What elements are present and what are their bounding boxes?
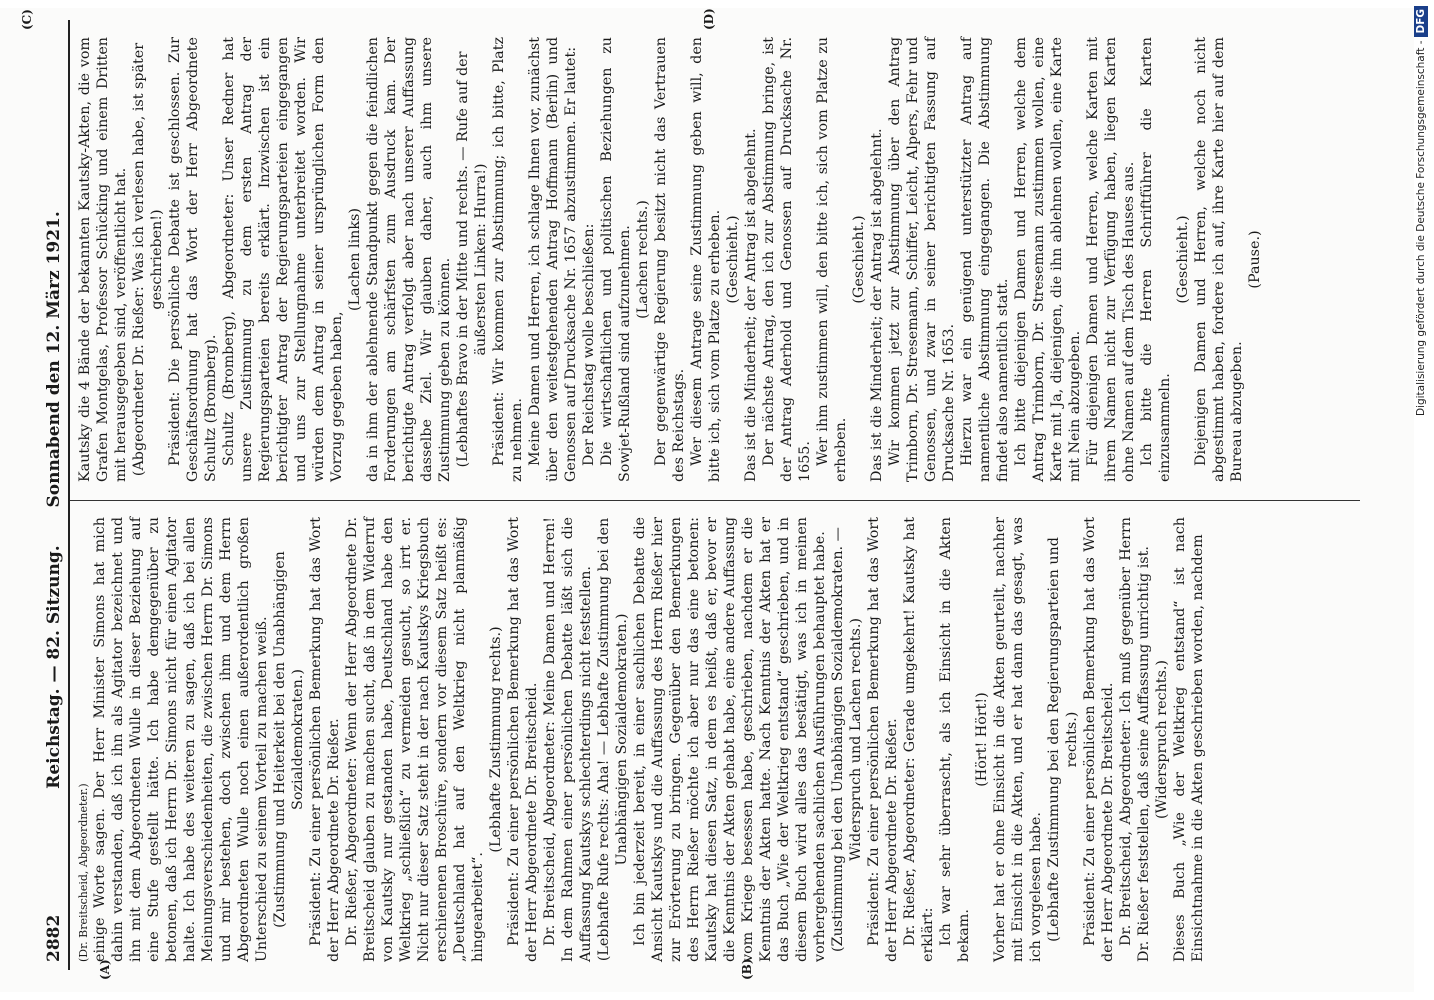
interjection: (Lachen links) — [347, 208, 363, 311]
paragraph: Das ist die Minderheit; der Antrag ist abgelehnt. — [743, 128, 759, 482]
interjection: (Lebhafte Zustimmung rechts.) — [488, 626, 504, 853]
president-remark: Präsident: Zu einer persönlichen Bemerkung hat das Wort der Herr Abgeordnete Dr. Rießer. — [866, 517, 900, 962]
page-header — [44, 8, 66, 992]
paragraph: Diejenigen Damen und Herren, welche noch nicht abgestimmt haben, fordere ich auf, ihre Karte hier auf dem Bureau abzugeben. — [1193, 37, 1245, 482]
margin-mark-a: (A) — [98, 959, 112, 980]
president-remark: Präsident: Die persönliche Debatte ist geschlossen. Zur Geschäftsordnung hat das Wort der Herr Abgeordnete Schultz (Bromberg). — [167, 37, 219, 482]
president-remark: Präsident: Zu einer persönlichen Bemerkung hat das Wort der Herr Abgeordnete Dr. Breitscheid. — [506, 517, 540, 962]
paragraph: Dieses Buch „Wie der Weltkrieg entstand“ ist nach Einsichtnahme in die Akten geschrieben worden, nachdem — [1172, 517, 1206, 962]
paragraph: Wir kommen jetzt zur Abstimmung über den Antrag Trimborn, Dr. Stresemann, Schiffer, Leicht, Alpers, Fehr und Genossen, und zwar in seiner berichtigten Fassung auf Drucksache Nr. 1653. — [887, 37, 957, 482]
president-remark: Präsident: Zu einer persönlichen Bemerkung hat das Wort der Herr Abgeordnete Dr. Breitscheid. — [1082, 517, 1116, 962]
interjection: (Geschieht.) — [851, 215, 867, 304]
motion-text: Der Reichstag wolle beschließen: — [581, 223, 597, 466]
speech-schultz: Schultz (Bromberg), Abgeordneter: Unser Redner hat unsere Zustimmung zu dem ersten Antrag der Regierungsparteien bereits erklärt. Inzwischen ist ein berichtigter Antrag der Regierungsparteien eingegangen und uns zur Stellungnahme unterbreitet worden. Wir würden dem Antrag in seiner ursprünglichen Form den Vorzug gegeben haben, — [221, 37, 345, 482]
running-speaker: (Dr. Breitscheid, Abgeordneter.) — [77, 783, 90, 962]
interjection: (Lachen rechts.) — [635, 200, 651, 319]
paragraph: Ich bitte die Herren Schriftführer die Karten einzusammeln. — [1139, 37, 1173, 482]
margin-mark-d: (D) — [702, 8, 716, 30]
margin-mark-b: (B) — [740, 958, 754, 980]
interjection: (Lebhaftes Bravo in der Mitte und rechts. — Rufe auf der äußersten Linken: Hurra!) — [455, 51, 489, 468]
header-title: Reichstag. — 82. Sitzung. — [44, 545, 64, 789]
margin-mark-c: (C) — [20, 9, 34, 30]
paragraph: Wer ihm zustimmen will, den bitte ich, sich vom Platze zu erheben. — [815, 37, 849, 482]
paragraph: Meine Damen und Herren, ich schlage Ihnen vor, zunächst über den weitestgehenden Antrag Hoffmann (Berlin) und Genossen auf Drucksache Nr. 1657 abzustimmen. Er lautet: — [527, 37, 579, 482]
interjection: (Geschieht.) — [725, 215, 741, 304]
interjection: (Hört! Hört!) — [974, 692, 990, 787]
credit-line — [1408, 0, 1434, 1000]
paragraph: Hierzu war ein genügend unterstützter Antrag auf namentliche Abstimmung eingegangen. Die Abstimmung findet also namentlich statt. — [959, 37, 1011, 482]
motion-text: Der gegenwärtige Regierung besitzt nicht das Vertrauen des Reichstags. — [653, 37, 687, 482]
interjection: (Zustimmung bei den Unabhängigen Sozialdemokraten. — Widerspruch und Lachen rechts.) — [830, 527, 864, 952]
interjection: (Abgeordneter Dr. Rießer: Was ich verlesen habe, ist später geschrieben!) — [131, 42, 165, 477]
paragraph: Vorher hat er ohne Einsicht in die Akten geurteilt, nachher mit Einsicht in die Akten, und er hat dann das gesagt, was ich vorgelesen habe. — [992, 517, 1044, 962]
interjection: (Zustimmung und Heiterkeit bei den Unabhängigen Sozialdemokraten.) — [272, 551, 306, 928]
left-column — [76, 517, 1207, 962]
header-date: Sonnabend den 12. März 1921. — [44, 211, 64, 508]
speech-breitscheid: Dr. Breitscheid, Abgeordneter: Ich muß gegenüber Herrn Dr. Rießer feststellen, daß seine Auffassung unrichtig ist. — [1118, 517, 1152, 962]
page-number: 2882 — [44, 914, 64, 962]
speech-riesser: Dr. Rießer, Abgeordneter: Wenn der Herr Abgeordnete Dr. Breitscheid glauben zu machen sucht, daß in dem Widerruf von Kautsky nur gestanden habe, Deutschland habe den Weltkrieg „schließlich“ zu vermeiden gesucht, so irrt er. Nicht nur dieser Satz steht in der nach Kautskys Kriegsbuch erschienenen Broschüre, sondern vor diesem Satz heißt es: „Deutschland hat auf den Weltkrieg nicht planmäßig hingearbeitet“. — [344, 517, 486, 962]
interjection: (Geschieht.) — [1175, 215, 1191, 304]
interjection: (Pause.) — [1247, 230, 1263, 289]
quotation: Ich war sehr überrascht, als ich Einsicht in die Akten bekam. — [938, 517, 972, 962]
interjection: (Widerspruch rechts.) — [1154, 659, 1170, 820]
column-divider — [70, 500, 1360, 501]
paragraph: da in ihm der ablehnende Standpunkt gegen die feindlichen Forderungen am schärfsten zum Ausdruck kam. Der berichtigte Antrag verfolgt aber nach unserer Auffassung dasselbe Ziel. Wir glauben daher, auch ihm unsere Zustimmung geben zu können. — [365, 37, 453, 482]
digitization-credit — [1408, 0, 1434, 1000]
president-remark: Präsident: Zu einer persönlichen Bemerkung hat das Wort der Herr Abgeordnete Dr. Rießer. — [308, 517, 342, 962]
paragraph: Wer diesem Antrage seine Zustimmung geben will, den bitte ich, sich vom Platze zu erheben. — [689, 37, 723, 482]
paragraph: Ich bitte diejenigen Damen und Herren, welche dem Antrag Trimborn, Dr. Stresemann zustimmen wollen, eine Karte mit Ja, diejenigen, die ihn ablehnen wollen, eine Karte mit Nein abzugeben. — [1013, 37, 1083, 482]
credit-text: Digitalisierung gefördert durch die Deutsche Forschungsgemeinschaft - — [1415, 40, 1427, 417]
speech-riesser: Dr. Rießer, Abgeordneter: Gerade umgekehrt! Kautsky hat erklärt: — [902, 517, 936, 962]
interjection: (Lebhafte Zustimmung bei den Regierungsparteien und rechts.) — [1046, 537, 1080, 942]
dfg-logo: DFG — [1414, 6, 1428, 37]
right-column — [76, 37, 1264, 482]
scanned-page — [0, 8, 1414, 992]
paragraph: Für diejenigen Damen und Herren, welche Karten mit ihrem Namen nicht zur Verfügung haben, liegen Karten ohne Namen auf dem Tisch des Hauses aus. — [1085, 37, 1137, 482]
paragraph: einige Worte sagen. Der Herr Minister Simons hat mich dahin verstanden, daß ich ihn als Agitator bezeichnet und ihn mit dem Abgeordneten Wulle in dieser Beziehung auf eine Stufe gestellt hätte. Ich habe demgegenüber zu betonen, daß ich Herrn Dr. Simons nicht für einen Agitator halte. Ich habe des weiteren zu sagen, daß ich bei allen Meinungsverschiedenheiten, die zwischen Herrn Dr. Simons und mir bestehen, doch zwischen ihm und dem Herrn Abgeordneten Wulle noch einen außerordentlich großen Unterschied zu seinem Vorteil zu machen weiß. — [92, 517, 270, 962]
header-rule — [68, 20, 70, 970]
paragraph: Der nächste Antrag, den ich zur Abstimmung bringe, ist der Antrag Aderhold und Genossen auf Drucksache Nr. 1655. — [761, 37, 813, 482]
motion-text: Die wirtschaftlichen und politischen Beziehungen zu Sowjet-Rußland sind aufzunehmen. — [599, 37, 633, 482]
paragraph: Das ist die Minderheit; der Antrag ist abgelehnt. — [869, 128, 885, 482]
paragraph: Ich bin jederzeit bereit, in einer sachlichen Debatte die Ansicht Kautskys und die Auffassung des Herrn Rießer hier zur Erörterung zu bringen. Gegenüber den Bemerkungen des Herrn Rießer möchte ich aber nur das eine betonen: Kautsky hat diesen Satz, in dem es heißt, daß er, bevor er die Kenntnis der Akten gehabt habe, eine andere Auffassung vom Kriege besessen habe, geschrieben, nachdem er die Kenntnis der Akten hatte. Nach Kenntnis der Akten hat er das Buch „Wie der Weltkrieg entstand“ geschrieben, und in diesem Buch wird alles das bestätigt, was ich in meinen vorhergehenden sachlichen Ausführungen behauptet habe. — [632, 517, 828, 962]
interjection: (Lebhafte Rufe rechts: Aha! — Lebhafte Zustimmung bei den Unabhängigen Sozialdemokraten.) — [596, 517, 630, 962]
paragraph: Kautsky die 4 Bände der bekannten Kautsky-Akten, die vom Grafen Montgelas, Professor Schücking und einem Dritten mit herausgegeben sind, veröffentlicht hat. — [77, 37, 129, 482]
president-remark: Präsident: Wir kommen zur Abstimmung; ich bitte, Platz zu nehmen. — [491, 37, 525, 482]
speech-breitscheid: Dr. Breitscheid, Abgeordneter: Meine Damen und Herren! In dem Rahmen einer persönlichen Debatte läßt sich die Auffassung Kautskys schlechterdings nicht feststellen. — [542, 517, 594, 962]
